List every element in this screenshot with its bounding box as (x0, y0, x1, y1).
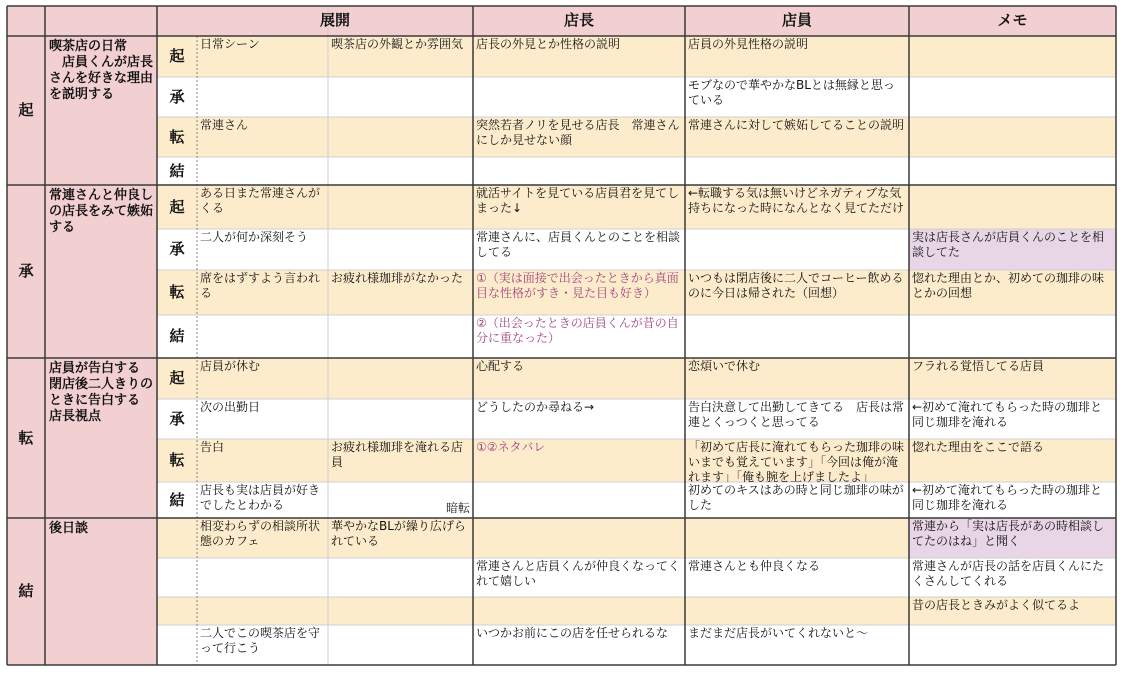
cell-d[interactable] (685, 518, 909, 558)
cell-c[interactable]: 就活サイトを見ている店員君を見てしまった↓ (476, 186, 680, 215)
cell-e[interactable]: ←初めて淹れてもらった時の珈琲と同じ珈琲を淹れる (912, 400, 1103, 429)
cell-c[interactable]: ①②ネタバレ (476, 440, 546, 454)
row-number[interactable]: 転 (169, 451, 185, 469)
cell-c[interactable] (473, 518, 685, 558)
cell-b[interactable] (328, 315, 473, 358)
cell-b[interactable] (328, 597, 473, 625)
section-description[interactable]: 常連さんと仲良しの店長をみて嫉妬する (49, 188, 154, 235)
cell-e[interactable] (909, 77, 1116, 117)
cell-b[interactable]: 暗転 (445, 501, 470, 515)
cell-d[interactable]: 常連さんとも仲良くなる (688, 559, 821, 573)
cell-e[interactable] (909, 117, 1116, 157)
cell-a[interactable] (197, 315, 328, 358)
cell-c[interactable]: ②（出会ったときの店員くんが昔の自分に重なった） (476, 316, 679, 345)
row-number[interactable]: 承 (169, 87, 185, 106)
section-label[interactable]: 承 (18, 262, 34, 280)
cell-a[interactable]: 告白 (200, 440, 225, 454)
cell-d[interactable]: 告白決意して出勤してきてる 店長は常連とくっつくと思ってる (688, 400, 905, 429)
row-number[interactable]: 起 (169, 47, 185, 65)
cell-d[interactable]: 常連さんに対して嫉妬してることの説明 (688, 118, 905, 132)
cell-a[interactable]: 常連さん (200, 118, 249, 132)
section-description[interactable]: 後日談 (49, 521, 89, 536)
cell-e[interactable]: 昔の店長ときみがよく似てるよ (912, 598, 1081, 612)
cell-c[interactable]: 店長の外見とか性格の説明 (476, 37, 621, 51)
cell-c[interactable]: 常連さんと店員くんが仲良くなってくれて嬉しい (476, 559, 681, 588)
cell-a[interactable]: 次の出勤日 (200, 400, 261, 414)
cell-b[interactable] (328, 558, 473, 597)
cell-d[interactable] (685, 229, 909, 270)
section-label[interactable]: 起 (18, 101, 34, 119)
row-number[interactable]: 起 (169, 369, 185, 387)
section-description[interactable]: 喫茶店の日常 店員くんが店長さんを好きな理由を説明する (49, 39, 154, 102)
cell-a[interactable]: 店長も実は店員が好きでしたとわかる (200, 483, 321, 512)
cell-d[interactable]: いつもは閉店後に二人でコーヒー飲めるのに今日は帰された（回想） (688, 271, 904, 300)
cell-d[interactable]: 「初めて店長に淹れてもらった珈琲の味いまでも覚えています」「今回は俺が淹れます」「俺も腕を上げましたよ」 (688, 440, 905, 482)
cell-d[interactable] (685, 315, 909, 358)
cell-b[interactable] (328, 229, 473, 270)
cell-b[interactable]: お疲れ様珈琲を淹れる店員 (331, 440, 464, 469)
cell-e[interactable] (909, 625, 1116, 665)
cell-a[interactable]: 相変わらずの相談所状態のカフェ (200, 519, 321, 548)
cell-b[interactable] (328, 77, 473, 117)
cell-e[interactable] (909, 185, 1116, 229)
row-number[interactable] (157, 625, 197, 665)
row-number[interactable]: 結 (169, 490, 185, 509)
row-number[interactable]: 転 (169, 283, 185, 301)
row-number[interactable] (157, 518, 197, 558)
cell-e[interactable]: フラれる覚悟してる店員 (912, 359, 1045, 373)
cell-b[interactable] (328, 117, 473, 157)
cell-e[interactable]: ←初めて淹れてもらった時の珈琲と同じ珈琲を淹れる (912, 483, 1103, 512)
cell-a[interactable]: 二人でこの喫茶店を守って行こう (200, 626, 321, 655)
cell-e[interactable] (909, 157, 1116, 185)
header-tenkai[interactable]: 展開 (319, 11, 350, 29)
cell-e[interactable] (909, 36, 1116, 77)
cell-d[interactable]: 恋煩いで休む (688, 359, 761, 373)
cell-c[interactable] (473, 157, 685, 185)
cell-a[interactable]: ある日また常連さんがくる (200, 186, 321, 215)
row-number[interactable]: 結 (169, 161, 185, 180)
cell-b[interactable]: 華やかなBLが繰り広げられている (331, 519, 466, 548)
cell-d[interactable]: 店員の外見性格の説明 (688, 37, 809, 51)
cell-b[interactable]: お疲れ様珈琲がなかった (331, 271, 464, 285)
row-number[interactable]: 起 (169, 197, 185, 216)
row-number[interactable]: 承 (169, 409, 185, 428)
cell-d[interactable]: ←転職する気は無いけどネガティブな気持ちになった時になんとなく見てただけ (688, 186, 905, 215)
row-number[interactable]: 転 (169, 127, 185, 146)
cell-d[interactable]: まだまだ店長がいてくれないと〜 (688, 626, 869, 640)
row-number[interactable] (157, 597, 197, 625)
cell-e[interactable]: 惚れた理由とか、初めての珈琲の味とかの回想 (912, 271, 1105, 300)
cell-d[interactable]: 初めてのキスはあの時と同じ珈琲の味がした (688, 483, 904, 512)
cell-c[interactable]: どうしたのか尋ねる→ (476, 400, 595, 414)
header-tenin[interactable]: 店員 (781, 11, 812, 29)
section-label[interactable]: 転 (18, 428, 34, 447)
cell-b[interactable]: 喫茶店の外観とか雰囲気 (331, 37, 464, 51)
cell-c[interactable]: 心配する (476, 359, 525, 373)
cell-d[interactable] (685, 597, 909, 625)
cell-a[interactable]: 日常シーン (200, 37, 260, 51)
header-memo[interactable]: メモ (997, 11, 1028, 29)
cell-e[interactable]: 惚れた理由をここで語る (912, 440, 1045, 454)
cell-c[interactable] (473, 597, 685, 625)
cell-e[interactable]: 常連さんが店長の話を店員くんにたくさんしてくれる (912, 559, 1105, 588)
cell-b[interactable] (328, 399, 473, 439)
cell-e[interactable]: 常連から「実は店長があの時相談してたのはね」と聞く (912, 519, 1105, 548)
cell-b[interactable] (328, 358, 473, 399)
cell-a[interactable] (197, 77, 328, 117)
cell-c[interactable] (473, 77, 685, 117)
cell-a[interactable] (197, 597, 328, 625)
row-number[interactable]: 承 (169, 240, 185, 258)
cell-c[interactable]: ①（実は面接で出会ったときから真面目な性格がすき・見た目も好き） (476, 271, 679, 300)
cell-e[interactable] (909, 315, 1116, 358)
cell-a[interactable]: 席をはずすよう言われる (200, 271, 321, 300)
header-tencho[interactable]: 店長 (563, 11, 594, 29)
cell-c[interactable] (473, 482, 685, 518)
cell-a[interactable]: 二人が何か深刻そう (200, 230, 309, 244)
cell-a[interactable]: 店員が休む (200, 359, 261, 373)
cell-d[interactable]: モブなので華やかなBLとは無縁と思っている (688, 78, 895, 107)
cell-c[interactable]: 突然若者ノリを見せる店長 常連さんにしか見せない顔 (476, 118, 680, 147)
cell-c[interactable]: いつかお前にこの店を任せられるな (476, 626, 669, 640)
row-number[interactable]: 結 (169, 327, 185, 345)
cell-b[interactable] (328, 185, 473, 229)
cell-a[interactable] (197, 558, 328, 597)
section-description[interactable]: 店員が告白する 閉店後二人きりのときに告白する 店長視点 (49, 361, 154, 424)
cell-d[interactable] (685, 157, 909, 185)
row-number[interactable] (157, 558, 197, 597)
cell-b[interactable] (328, 157, 473, 185)
cell-e[interactable]: 実は店長さんが店員くんのことを相談してた (912, 230, 1105, 259)
section-label[interactable]: 結 (18, 582, 34, 600)
cell-a[interactable] (197, 157, 328, 185)
cell-c[interactable]: 常連さんに、店員くんとのことを相談してる (476, 230, 681, 259)
cell-b[interactable] (328, 625, 473, 665)
